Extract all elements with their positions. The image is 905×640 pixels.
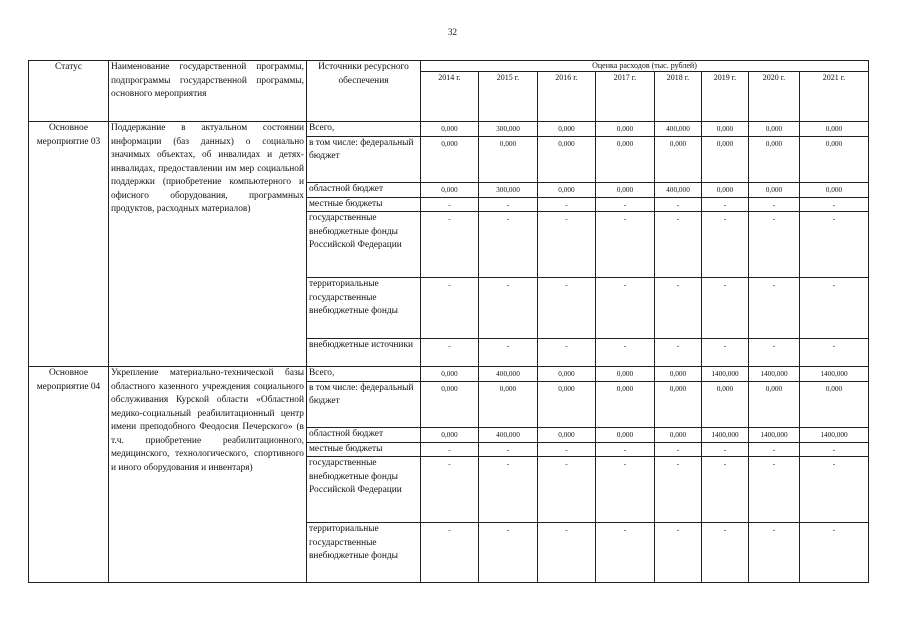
expense-value: 1400,000 <box>800 427 869 442</box>
year-header: 2016 г. <box>538 72 596 122</box>
expense-value: 0,000 <box>749 122 800 137</box>
expense-value: 0,000 <box>421 367 479 382</box>
funding-source: государственные внебюджетные фонды Российской Федерации <box>307 457 421 523</box>
measure-name: Поддержание в актуальном состоянии информации (баз данных) о социально значимых объектах, об инвалидах и детях-инвалидах, предоставлении им мер социальной поддержки (приобретение компьютерного и офисного оборудования, программных продуктов, расходных материалов) <box>109 122 307 367</box>
table-body <box>29 61 869 583</box>
expense-value: - <box>421 523 479 583</box>
expense-value: - <box>479 339 538 367</box>
funding-source: в том числе: федеральный бюджет <box>307 136 421 182</box>
year-header: 2014 г. <box>421 72 479 122</box>
expense-value: - <box>479 212 538 278</box>
expense-value: - <box>800 197 869 212</box>
expense-value: - <box>702 197 749 212</box>
expense-value: - <box>655 523 702 583</box>
expense-value: 0,000 <box>538 136 596 182</box>
expense-value: - <box>421 442 479 457</box>
expense-value: - <box>702 278 749 339</box>
expense-value: 0,000 <box>800 381 869 427</box>
expense-value: - <box>702 442 749 457</box>
header-sources: Источники ресурсного обеспечения <box>307 61 421 122</box>
expense-value: 400,000 <box>479 367 538 382</box>
expense-value: 0,000 <box>538 381 596 427</box>
expense-value: 0,000 <box>596 427 655 442</box>
measure-name: Укрепление материально-технической базы областного казенного учреждения социального обслуживания Курской области «Областной медико-социальный реабилитационный центр имени преподобного Феодосия Печерского» (в т.ч. приобретение реабилитационного, медицинского, технологического, спортивного и иного оборудования и инвентаря) <box>109 367 307 583</box>
measure-status: Основное мероприятие 04 <box>29 367 109 583</box>
expense-value: 300,000 <box>479 122 538 137</box>
expense-value: - <box>596 212 655 278</box>
expense-value: - <box>655 197 702 212</box>
year-header: 2021 г. <box>800 72 869 122</box>
expense-value: 0,000 <box>421 182 479 197</box>
expense-value: - <box>702 339 749 367</box>
expense-value: - <box>702 212 749 278</box>
expense-value: 0,000 <box>702 122 749 137</box>
expense-value: 0,000 <box>800 122 869 137</box>
expense-value: - <box>655 212 702 278</box>
expense-value: - <box>655 457 702 523</box>
expense-value: 0,000 <box>655 381 702 427</box>
funding-source: областной бюджет <box>307 427 421 442</box>
expense-value: - <box>596 197 655 212</box>
expense-value: 0,000 <box>749 136 800 182</box>
expense-value: - <box>421 339 479 367</box>
expense-value: 0,000 <box>479 381 538 427</box>
expense-value: 400,000 <box>479 427 538 442</box>
expense-value: - <box>800 457 869 523</box>
funding-source: государственные внебюджетные фонды Российской Федерации <box>307 212 421 278</box>
expense-value: - <box>749 212 800 278</box>
year-header: 2015 г. <box>479 72 538 122</box>
year-header: 2020 г. <box>749 72 800 122</box>
expense-value: - <box>538 442 596 457</box>
expense-value: 400,000 <box>655 182 702 197</box>
resource-table <box>28 60 869 583</box>
expense-value: - <box>749 278 800 339</box>
expense-value: 0,000 <box>596 182 655 197</box>
expense-value: 300,000 <box>479 182 538 197</box>
year-header: 2019 г. <box>702 72 749 122</box>
expense-value: - <box>800 523 869 583</box>
expense-value: - <box>655 339 702 367</box>
expense-value: - <box>596 442 655 457</box>
expense-value: - <box>749 339 800 367</box>
expense-value: - <box>749 523 800 583</box>
funding-source: территориальные государственные внебюджетные фонды <box>307 278 421 339</box>
expense-value: - <box>800 339 869 367</box>
expense-value: 0,000 <box>800 136 869 182</box>
expense-value: 400,000 <box>655 122 702 137</box>
expense-value: - <box>655 442 702 457</box>
expense-value: 0,000 <box>702 381 749 427</box>
expense-value: - <box>596 278 655 339</box>
expense-value: - <box>702 523 749 583</box>
expense-value: - <box>538 457 596 523</box>
funding-source: местные бюджеты <box>307 442 421 457</box>
funding-source: в том числе: федеральный бюджет <box>307 381 421 427</box>
table-row <box>29 367 869 382</box>
table-row <box>29 122 869 137</box>
expense-value: - <box>538 278 596 339</box>
expense-value: - <box>421 278 479 339</box>
header-name: Наименование государственной программы, подпрограммы государственной программы, основного мероприятия <box>109 61 307 122</box>
funding-source: внебюджетные источники <box>307 339 421 367</box>
expense-value: - <box>655 278 702 339</box>
expense-value: 0,000 <box>596 136 655 182</box>
expense-value: 0,000 <box>702 136 749 182</box>
expense-value: 0,000 <box>749 381 800 427</box>
expense-value: - <box>421 197 479 212</box>
expense-value: - <box>538 523 596 583</box>
expense-value: - <box>479 442 538 457</box>
funding-source: местные бюджеты <box>307 197 421 212</box>
expense-value: 1400,000 <box>749 427 800 442</box>
expense-value: - <box>702 457 749 523</box>
year-header: 2018 г. <box>655 72 702 122</box>
expense-value: 0,000 <box>538 427 596 442</box>
expense-value: - <box>479 278 538 339</box>
expense-value: - <box>538 197 596 212</box>
expense-value: 0,000 <box>538 122 596 137</box>
expense-value: 0,000 <box>538 182 596 197</box>
expense-value: 1400,000 <box>800 367 869 382</box>
expense-value: - <box>421 212 479 278</box>
expense-value: - <box>596 339 655 367</box>
expense-value: 1400,000 <box>702 427 749 442</box>
expense-value: - <box>800 442 869 457</box>
expense-value: 0,000 <box>655 136 702 182</box>
expense-value: 1400,000 <box>702 367 749 382</box>
expense-value: 0,000 <box>421 122 479 137</box>
expense-value: 0,000 <box>596 122 655 137</box>
expense-value: 1400,000 <box>749 367 800 382</box>
expense-value: - <box>479 457 538 523</box>
expense-value: 0,000 <box>421 427 479 442</box>
funding-source: территориальные государственные внебюджетные фонды <box>307 523 421 583</box>
expense-value: - <box>479 197 538 212</box>
expense-value: 0,000 <box>479 136 538 182</box>
funding-source: Всего, <box>307 367 421 382</box>
funding-source: Всего, <box>307 122 421 137</box>
funding-source: областной бюджет <box>307 182 421 197</box>
expense-value: - <box>749 197 800 212</box>
expense-value: - <box>479 523 538 583</box>
expense-value: - <box>749 442 800 457</box>
year-header: 2017 г. <box>596 72 655 122</box>
expense-value: - <box>538 339 596 367</box>
header-estimate: Оценка расходов (тыс. рублей) <box>421 61 869 72</box>
expense-value: - <box>800 212 869 278</box>
expense-value: - <box>596 523 655 583</box>
expense-value: - <box>421 457 479 523</box>
expense-value: - <box>749 457 800 523</box>
page-number: 32 <box>448 27 457 37</box>
measure-status: Основное мероприятие 03 <box>29 122 109 367</box>
expense-value: 0,000 <box>538 367 596 382</box>
expense-value: 0,000 <box>702 182 749 197</box>
expense-value: 0,000 <box>421 136 479 182</box>
expense-value: 0,000 <box>749 182 800 197</box>
expense-value: - <box>538 212 596 278</box>
expense-value: - <box>800 278 869 339</box>
expense-value: 0,000 <box>800 182 869 197</box>
expense-value: 0,000 <box>596 367 655 382</box>
expense-value: 0,000 <box>655 427 702 442</box>
expense-value: - <box>596 457 655 523</box>
expense-value: 0,000 <box>655 367 702 382</box>
expense-value: 0,000 <box>596 381 655 427</box>
header-status: Статус <box>29 61 109 122</box>
expense-value: 0,000 <box>421 381 479 427</box>
